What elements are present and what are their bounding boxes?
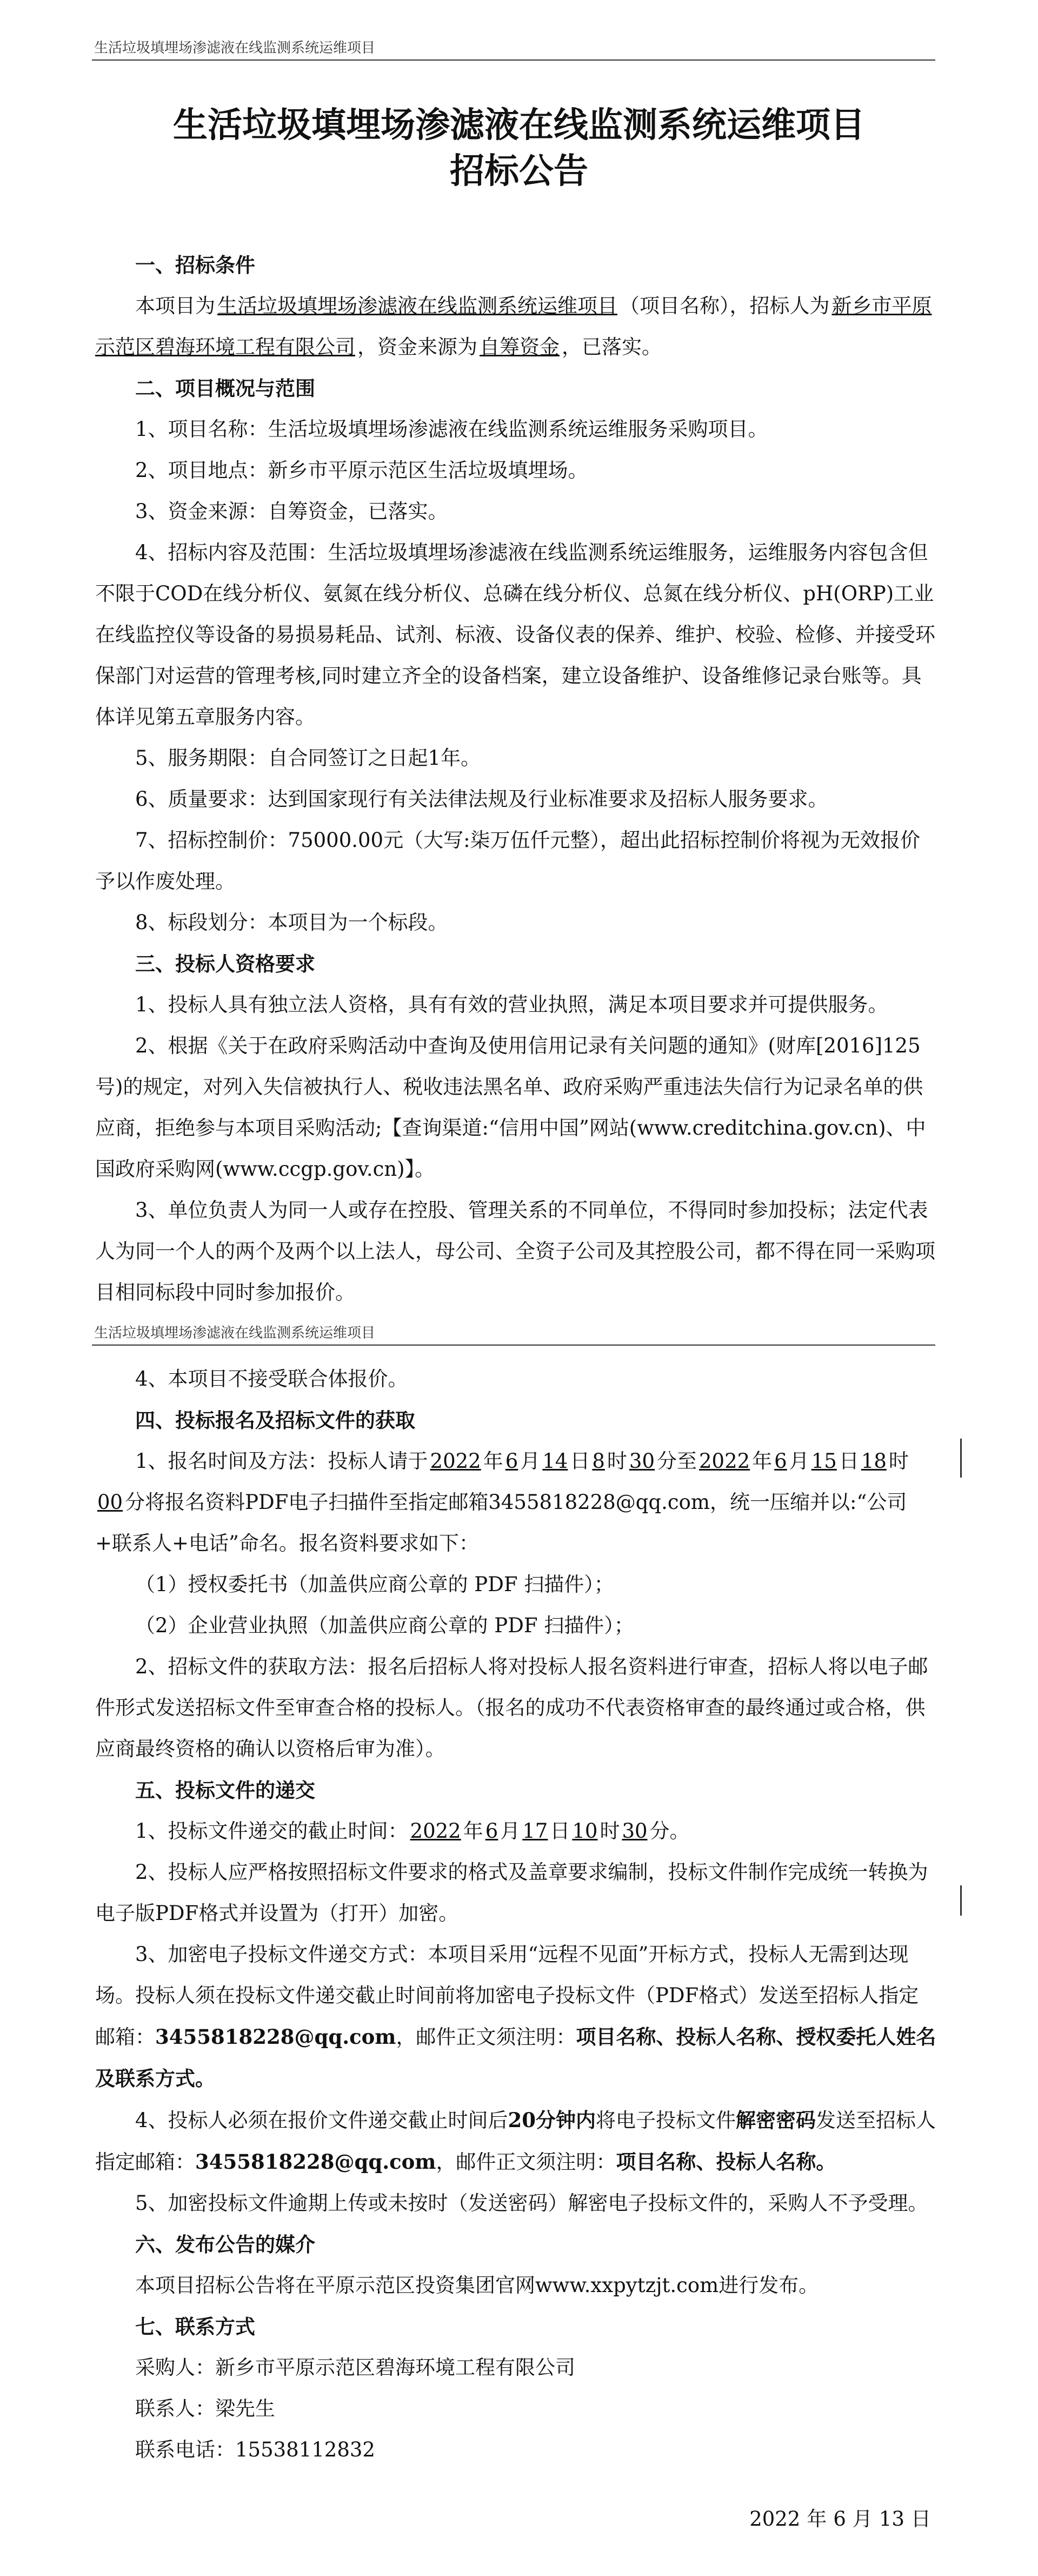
qualification-1: 1、投标人具有独立法人资格，具有有效的营业执照，满足本项目要求并可提供服务。 — [135, 993, 888, 1016]
requirement-license: （2）企业营业执照（加盖供应商公章的 PDF 扫描件）； — [135, 1614, 634, 1637]
document-subtitle: 招标公告 — [450, 151, 588, 191]
header-text: 生活垃圾填埋场渗滤液在线监测系统运维项目 — [94, 40, 376, 56]
margin-mark — [960, 1885, 962, 1916]
item-control-price: 7、招标控制价：75000.00元（大写:柒万伍仟元整），超出此招标控制价将视为无效报价予以作废处理。 — [95, 829, 921, 893]
project-name: 生活垃圾填埋场渗滤液在线监测系统运维项目 — [217, 294, 617, 317]
page-one-body — [95, 244, 936, 1313]
item-quality: 6、质量要求：达到国家现行有关法律法规及行业标准要求及招标人服务要求。 — [135, 787, 828, 811]
late-submission-rule: 5、加密投标文件逾期上传或未按时（发送密码）解密电子投标文件的，采购人不予受理。 — [135, 2191, 928, 2215]
section-heading-1: 一、招标条件 — [135, 253, 255, 277]
header-rule — [92, 1345, 935, 1346]
header-text: 生活垃圾填埋场渗滤液在线监测系统运维项目 — [94, 1325, 376, 1341]
section-heading-3: 三、投标人资格要求 — [135, 952, 315, 976]
contact-person: 联系人：梁先生 — [135, 2397, 275, 2420]
section-heading-4: 四、投标报名及招标文件的获取 — [135, 1408, 415, 1432]
item-project-name: 1、项目名称：生活垃圾填埋场渗滤液在线监测系统运维服务采购项目。 — [135, 418, 768, 441]
section-1-paragraph: 本项目为 生活垃圾填埋场渗滤液在线监测系统运维项目 （项目名称），招标人为 新乡市平原示范区碧海环境工程有限公司 ，资金来源为 自筹资金 ，已落实。 — [95, 294, 932, 359]
item-service-period: 5、服务期限：自合同签订之日起1年。 — [135, 746, 481, 770]
section-heading-6: 六、发布公告的媒介 — [135, 2233, 315, 2256]
decryption-instruction: 4、投标人必须在报价文件递交截止时间后20分钟内将电子投标文件解密密码发送至招标人指定邮箱：3455818228@qq.com，邮件正文须注明：项目名称、投标人名称。 — [95, 2108, 936, 2174]
document-acquisition: 2、招标文件的获取方法：报名后招标人将对投标人报名资料进行审查，招标人将以电子邮件形式发送招标文件至审查合格的投标人。（报名的成功不代表资格审查的最终通过或合格，供应商最终资格的确认以资格后审为准）。 — [95, 1655, 928, 1760]
document-title: 生活垃圾填埋场渗滤液在线监测系统运维项目 — [173, 105, 865, 145]
issue-date: 2022 年 6 月 13 日 — [749, 2507, 931, 2531]
publication-media: 本项目招标公告将在平原示范区投资集团官网www.xxpytzjt.com进行发布。 — [135, 2274, 819, 2297]
item-location: 2、项目地点：新乡市平原示范区生活垃圾填埋场。 — [135, 459, 588, 482]
submission-email: 3455818228@qq.com — [155, 2025, 396, 2049]
section-heading-2: 二、项目概况与范围 — [135, 376, 315, 400]
qualification-3: 3、单位负责人为同一人或存在控股、管理关系的不同单位，不得同时参加投标；法定代表人为同一个人的两个及两个以上法人，母公司、全资子公司及其控股公司，都不得在同一采购项目相同标段中同时参加报价。 — [95, 1198, 935, 1304]
format-requirement: 2、投标人应严格按照招标文件要求的格式及盖章要求编制，投标文件制作完成统一转换为电子版PDF格式并设置为（打开）加密。 — [95, 1860, 928, 1925]
qualification-4: 4、本项目不接受联合体报价。 — [135, 1367, 408, 1390]
section-heading-5: 五、投标文件的递交 — [135, 1778, 315, 1802]
header-rule — [92, 59, 935, 61]
page-header — [92, 1324, 935, 1346]
item-scope: 4、招标内容及范围：生活垃圾填埋场渗滤液在线监测系统运维服务，运维服务内容包含但不限于COD在线分析仪、氨氮在线分析仪、总磷在线分析仪、总氮在线分析仪、pH(ORP)工业在线监控仪等设备的易损易耗品、试剂、标液、设备仪表的保养、维护、校验、检修、并接受环保部门对运营的管理考核,同时建立齐全的设备档案，建立设备维护、设备维修记录台账等。具体详见第五章服务内容。 — [95, 541, 935, 729]
section-heading-7: 七、联系方式 — [135, 2315, 255, 2339]
qualification-2: 2、根据《关于在政府采购活动中查询及使用信用记录有关问题的通知》(财库[2016]125号)的规定，对列入失信被执行人、税收违法黑名单、政府采购严重违法失信行为记录名单的供应商，拒绝参与本项目采购活动;【查询渠道:“信用中国”网站(www.creditchina.gov.cn)、中国政府采购网(www.ccgp.gov.cn)】。 — [95, 1034, 926, 1181]
buyer-name: 采购人：新乡市平原示范区碧海环境工程有限公司 — [135, 2356, 575, 2379]
fund-source: 自筹资金 — [480, 335, 560, 359]
submission-method: 3、加密电子投标文件递交方式：本项目采用“远程不见面”开标方式，投标人无需到达现场。投标人须在投标文件递交截止时间前将加密电子投标文件（PDF格式）发送至招标人指定邮箱：3455818228@qq.com，邮件正文须注明：项目名称、投标人名称、授权委托人姓名及联系方式。 — [95, 1943, 936, 2090]
submission-deadline: 1、投标文件递交的截止时间： 2022 年 6 月 17 日 10 时 30 分。 — [135, 1819, 690, 1843]
page-two-body — [95, 1359, 936, 2471]
margin-mark — [960, 1439, 962, 1478]
item-fund: 3、资金来源：自筹资金，已落实。 — [135, 500, 448, 523]
tenderer-name: 新乡市平原示范区碧海环境工程有限公司 — [95, 294, 932, 359]
decryption-email: 3455818228@qq.com — [195, 2150, 436, 2174]
requirement-authorization: （1）授权委托书（加盖供应商公章的 PDF 扫描件）； — [135, 1573, 614, 1596]
page-header — [92, 39, 935, 61]
contact-phone: 联系电话：15538112832 — [135, 2438, 375, 2461]
registration-time: 1、报名时间及方法：投标人请于 2022 年 6 月 14 日 8 时 30 分至 2022 年 6 月 15 日 18 时00 分将报名资料PDF电子扫描件至指定邮箱3455818228@qq.com，统一压缩并以:“公司+联系人+电话”命名。报名资料要求如下： — [95, 1449, 909, 1555]
item-lots: 8、标段划分：本项目为一个标段。 — [135, 911, 448, 934]
